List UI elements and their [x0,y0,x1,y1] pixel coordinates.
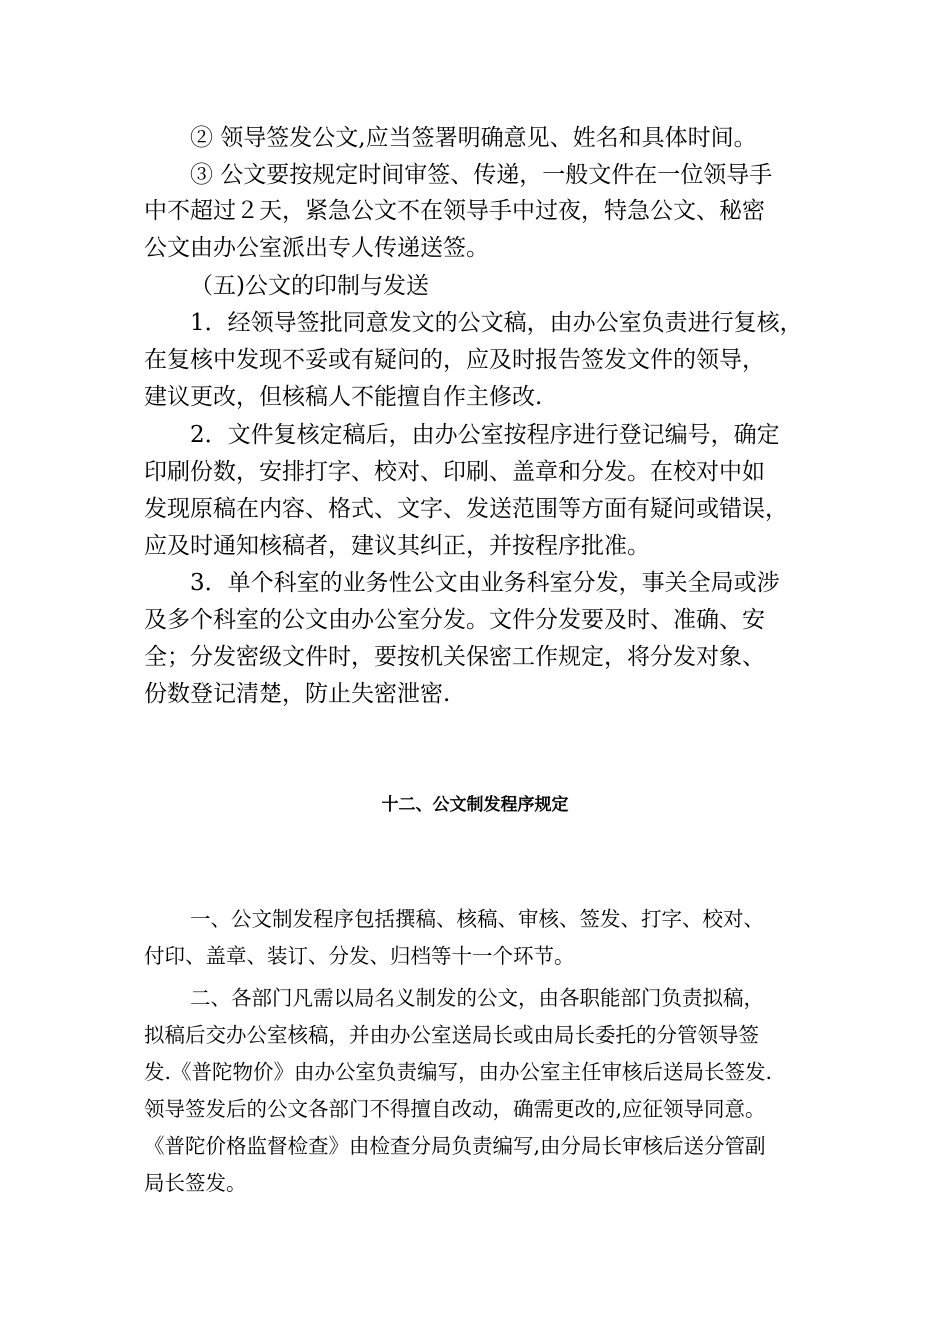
paragraph-line: ② 领导签发公文,应当签署明确意见、姓名和具体时间。 [190,125,757,151]
paragraph-line: 在复核中发现不妥或有疑问的，应及时报告签发文件的领导， [144,347,765,373]
paragraph-line: 拟稿后交办公室核稿，并由办公室送局长或由局长委托的分管领导签 [144,1023,759,1047]
paragraph-line: 及多个科室的公文由办公室分发。文件分发要及时、准确、安 [144,607,765,633]
paragraph-line: 应及时通知核稿者，建议其纠正，并按程序批准。 [144,533,650,559]
section-heading: 十二、公文制发程序规定 [381,795,569,815]
paragraph-line: 2．文件复核定稿后，由办公室按程序进行登记编号，确定 [190,422,780,448]
paragraph-line: 一、公文制发程序包括撰稿、核稿、审核、签发、打字、校对、 [190,907,764,931]
paragraph-line: 二、各部门凡需以局名义制发的公文，由各职能部门负责拟稿， [190,986,764,1010]
paragraph-line: 公文由办公室派出专人传递送签。 [144,235,489,261]
paragraph-line: 印刷份数，安排打字、校对、印刷、盖章和分发。在校对中如 [144,459,765,485]
paragraph-line: 付印、盖章、装订、分发、归档等十一个环节。 [144,944,575,968]
paragraph-line: 发现原稿在内容、格式、文字、发送范围等方面有疑问或错误， [144,496,788,522]
paragraph-line: ③ 公文要按规定时间审签、传递，一般文件在一位领导手 [190,162,773,188]
paragraph-line: 《普陀价格监督检查》由检查分局负责编写,由分局长审核后送分管副 [144,1134,766,1158]
paragraph-line: 3．单个科室的业务性公文由业务科室分发，事关全局或涉 [190,570,780,596]
paragraph-line: 建议更改，但核稿人不能擅自作主修改. [144,384,543,410]
paragraph-line: 全；分发密级文件时，要按机关保密工作规定，将分发对象、 [144,644,765,670]
paragraph-line: 领导签发后的公文各部门不得擅自改动，确需更改的,应征领导同意。 [144,1097,766,1121]
subsection-title: （五)公文的印制与发送 [190,273,429,299]
paragraph-line: 份数登记清楚，防止失密泄密. [144,681,451,707]
paragraph-line: 发.《普陀物价》由办公室负责编写，由办公室主任审核后送局长签发. [144,1060,773,1084]
paragraph-line: 1．经领导签批同意发文的公文稿，由办公室负责进行复核， [190,310,803,336]
paragraph-line: 局长签发。 [144,1171,247,1195]
paragraph-line: 中不超过２天，紧急公文不在领导手中过夜，特急公文、秘密 [144,198,765,224]
